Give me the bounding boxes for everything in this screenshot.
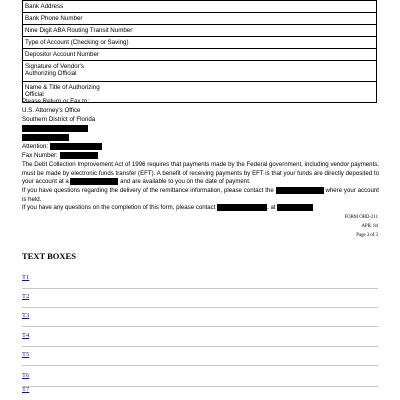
form-label: Bank Address <box>23 1 377 13</box>
text-box-row <box>22 347 378 366</box>
text-box-row <box>22 308 378 327</box>
form-number: FORM OBD-211 <box>344 215 378 220</box>
text-box-link-t2[interactable]: T2 <box>22 293 30 300</box>
text-box-link-t7[interactable]: T7 <box>22 386 30 393</box>
return-line-1: Please Return or Fax to: <box>22 98 90 105</box>
form-label <box>23 61 377 82</box>
questions-text-b: , at <box>267 204 276 212</box>
questions-text-a: If you have any questions on the completion of this form, please contact <box>22 204 216 212</box>
redacted-name-block <box>22 125 88 134</box>
text-box-link-t4[interactable]: T4 <box>22 332 30 339</box>
form-label: Nine Digit ABA Routing Transit Number <box>23 25 377 37</box>
text-box-link-t5[interactable]: T5 <box>22 351 30 358</box>
form-row-signature <box>23 61 377 82</box>
form-row-bank-address <box>23 1 377 13</box>
questions-paragraph <box>22 204 379 213</box>
redacted-contact <box>276 187 324 194</box>
form-label-line: Authorizing Official <box>25 70 77 78</box>
attention-label: Attention: <box>22 143 49 151</box>
text-box-row <box>22 328 378 347</box>
redacted-contact-phone <box>277 204 313 211</box>
redacted-office-block <box>22 134 69 143</box>
attention-line <box>22 143 102 152</box>
remittance-paragraph <box>22 187 379 204</box>
remittance-text-a: If you have questions regarding the delivery of the remittance information, please contact the <box>22 187 274 195</box>
text-boxes-heading: TEXT BOXES <box>22 251 76 261</box>
form-label-line: Official <box>25 91 44 99</box>
text-box-row <box>22 382 378 400</box>
vendor-bank-form-table <box>22 0 377 103</box>
text-box-link-t6[interactable]: T6 <box>22 372 30 379</box>
remittance-text-b: where your account is held. <box>22 187 379 203</box>
page-number: Page 3 of 3 <box>356 233 378 238</box>
redacted-contact-name <box>217 204 267 211</box>
redacted-institution <box>70 178 118 185</box>
fax-line <box>22 152 98 161</box>
form-row-aba-routing <box>23 25 377 37</box>
form-label: Type of Account (Checking or Saving) <box>23 37 377 49</box>
return-line-3: Southern District of Florida <box>22 116 96 123</box>
fax-label: Fax Number: <box>22 152 58 160</box>
form-label-line: Name & Title of Authorizing <box>25 83 100 91</box>
form-label: Depositor Account Number <box>23 49 377 61</box>
form-row-depositor-account <box>23 49 377 61</box>
eft-text-a: The Debt Collection Improvement Act of 1996 requires that payments made by the Federal government, including vendor payments, must be made by electronic funds transfer (EFT). A benefit of receiving payments by EFT is that your funds are directly deposited to your account at a <box>22 161 379 186</box>
form-label-line: Signature of Vendor's <box>25 62 84 70</box>
form-row-account-type <box>23 37 377 49</box>
text-box-link-t1[interactable]: T1 <box>22 274 30 281</box>
redacted-fax <box>60 152 98 159</box>
eft-text-b: and are available to you on the date of payment. <box>120 178 251 186</box>
text-box-row <box>22 289 378 308</box>
form-row-bank-phone <box>23 13 377 25</box>
form-label: Bank Phone Number <box>23 13 377 25</box>
return-line-2: U.S. Attorney's Office <box>22 107 81 114</box>
text-box-link-t3[interactable]: T3 <box>22 312 30 319</box>
form-date: APR. 84 <box>361 224 378 229</box>
text-box-row <box>22 270 378 289</box>
eft-paragraph <box>22 161 379 187</box>
redacted-attention <box>50 143 102 150</box>
